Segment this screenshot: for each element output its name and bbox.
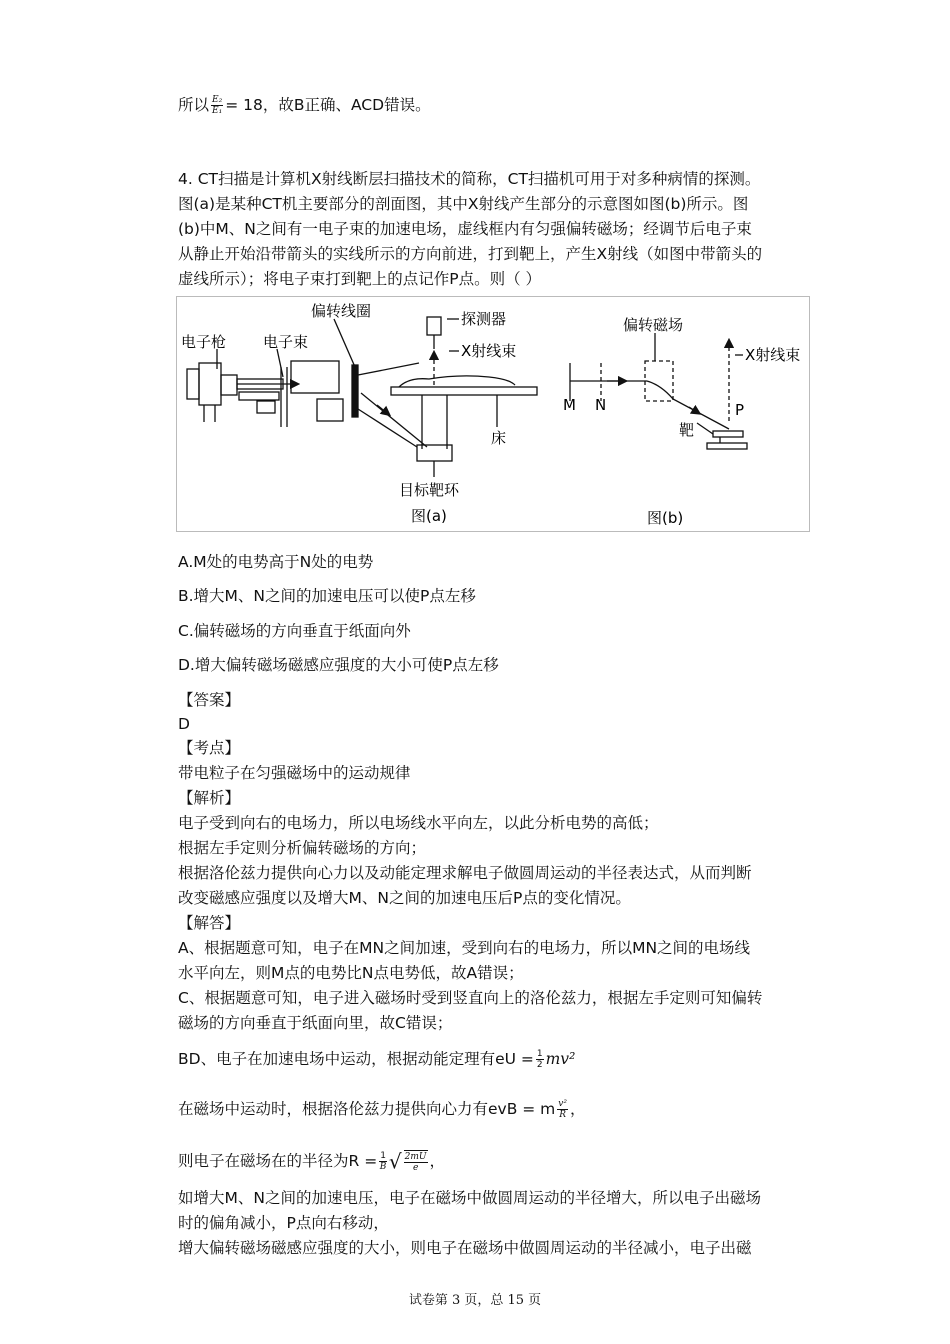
label-M: M [563, 396, 576, 414]
eq3-rad-den: e [412, 1163, 419, 1173]
solution-line-2: 水平向左，则M点的电势比N点电势低，故A错误； [178, 964, 524, 982]
eq3-text: 则电子在磁场在的半径为R = [178, 1152, 378, 1170]
figure-a [187, 317, 537, 477]
solution-line-4: 磁场的方向垂直于纸面向里，故C错误； [178, 1014, 453, 1032]
label-xray-b: X射线束 [745, 346, 801, 364]
answer-header: 【答案】 [178, 691, 241, 709]
label-beam: 电子束 [263, 333, 309, 351]
question-line-2: 图(a)是某种CT机主要部分的剖面图，其中X射线产生部分的示意图如图(b)所示。图 [178, 195, 749, 213]
label-xray-a: X射线束 [461, 342, 517, 360]
bed [391, 387, 537, 395]
eq3-den: B [379, 1162, 387, 1172]
analysis-line-4: 改变磁感应强度以及增大M、N之间的加速电压后P点的变化情况。 [178, 889, 631, 907]
fraction-denominator: E₁ [212, 106, 223, 116]
conclusion-line-2: 时的偏角减小，P点向右移动， [178, 1214, 389, 1232]
option-b: B.增大M、N之间的加速电压可以使P点左移 [178, 587, 476, 605]
option-a: A.M处的电势高于N处的电势 [178, 553, 374, 571]
eq2-den: R [559, 1110, 567, 1120]
analysis-line-2: 根据左手定则分析偏转磁场的方向； [178, 839, 427, 857]
ct-figure [176, 296, 810, 532]
gun-housing [199, 363, 221, 405]
eq1-tail: mv² [545, 1050, 576, 1068]
eq3-radicand [404, 1150, 428, 1173]
energy-ratio-fraction [211, 95, 223, 116]
eq1-text: BD、电子在加速电场中运动，根据动能定理有eU = [178, 1050, 534, 1068]
eq2-text: 在磁场中运动时，根据洛伦兹力提供向心力有evB = m [178, 1100, 556, 1118]
equation-lorentz [178, 1098, 586, 1120]
label-N: N [595, 396, 607, 414]
eq3-rad-num: 2mU [404, 1152, 427, 1162]
label-bed: 床 [491, 429, 507, 447]
eq3-num: 1 [380, 1151, 386, 1161]
solution-line-3: C、根据题意可知，电子进入磁场时受到竖直向上的洛伦兹力，根据左手定则可知偏转 [178, 989, 763, 1007]
eq3-fraction [379, 1151, 387, 1172]
eq2-num: v² [558, 1099, 567, 1109]
prev-answer-line [178, 94, 431, 116]
label-gun: 电子枪 [181, 333, 227, 351]
prefix-text: 所以 [178, 96, 210, 114]
topic-text: 带电粒子在匀强磁场中的运动规律 [178, 764, 411, 782]
topic-header: 【考点】 [178, 739, 241, 757]
page-footer: 试卷第 3 页，总 15 页 [408, 1293, 542, 1308]
conclusion-line-3: 增大偏转磁场磁感应强度的大小，则电子在磁场中做圆周运动的半径减小，电子出磁 [178, 1239, 752, 1257]
question-line-1 [178, 168, 760, 190]
label-target-ring: 目标靶环 [399, 481, 460, 499]
question-text: CT扫描是计算机X射线断层扫描技术的简称，CT扫描机可用于对多种病情的探测。 [197, 170, 761, 188]
conclusion-text: = 18，故B正确、ACD错误。 [225, 96, 431, 114]
option-d: D.增大偏转磁场磁感应强度的大小可使P点左移 [178, 656, 499, 674]
answer-value: D [178, 715, 190, 733]
conclusion-line-1: 如增大M、N之间的加速电压，电子在磁场中做圆周运动的半径增大，所以电子出磁场 [178, 1189, 761, 1207]
target-plate [713, 431, 743, 437]
caption-b: 图(b) [647, 509, 684, 527]
label-coil: 偏转线圈 [311, 302, 372, 320]
question-line-3: (b)中M、N之间有一电子束的加速电场，虚线框内有匀强偏转磁场；经调节后电子束 [178, 220, 752, 238]
analysis-line-3: 根据洛伦兹力提供向心力以及动能定理求解电子做圆周运动的半径表达式，从而判断 [178, 864, 752, 882]
label-field: 偏转磁场 [623, 316, 684, 334]
question-number: 4. [178, 170, 193, 188]
eq2-fraction [557, 1099, 568, 1120]
figure-b [570, 333, 747, 449]
eq2-tail: ， [570, 1100, 586, 1118]
question-line-4: 从静止开始沿带箭头的实线所示的方向前进，打到靶上，产生X射线（如图中带箭头的 [178, 245, 763, 263]
coil-plate [352, 365, 358, 417]
label-P: P [735, 401, 745, 419]
solution-line-1: A、根据题意可知，电子在MN之间加速，受到向右的电场力，所以MN之间的电场线 [178, 939, 751, 957]
detector [427, 317, 441, 335]
eq1-fraction [536, 1049, 544, 1070]
sqrt-sign: √ [388, 1149, 402, 1174]
eq1-den: 2 [536, 1060, 543, 1070]
question-line-5: 虚线所示）；将电子束打到靶上的点记作P点。则（ ） [178, 270, 542, 288]
gun-body [187, 369, 199, 399]
analysis-line-1: 电子受到向右的电场力，所以电场线水平向左，以此分析电势的高低； [178, 814, 659, 832]
fraction-numerator: E₂ [212, 95, 223, 105]
option-c: C.偏转磁场的方向垂直于纸面向外 [178, 622, 411, 640]
solution-header: 【解答】 [178, 914, 241, 932]
caption-a: 图(a) [411, 507, 447, 525]
patient-outline [399, 376, 515, 387]
ct-figure-svg [177, 297, 809, 531]
eq3-tail: ， [429, 1152, 446, 1170]
deflection-coil [291, 361, 339, 393]
label-target: 靶 [679, 421, 695, 439]
label-detector: 探测器 [461, 310, 507, 328]
equation-radius [178, 1150, 445, 1173]
equation-kinetic [178, 1048, 575, 1070]
analysis-header: 【解析】 [178, 789, 241, 807]
eq1-num: 1 [536, 1049, 543, 1059]
